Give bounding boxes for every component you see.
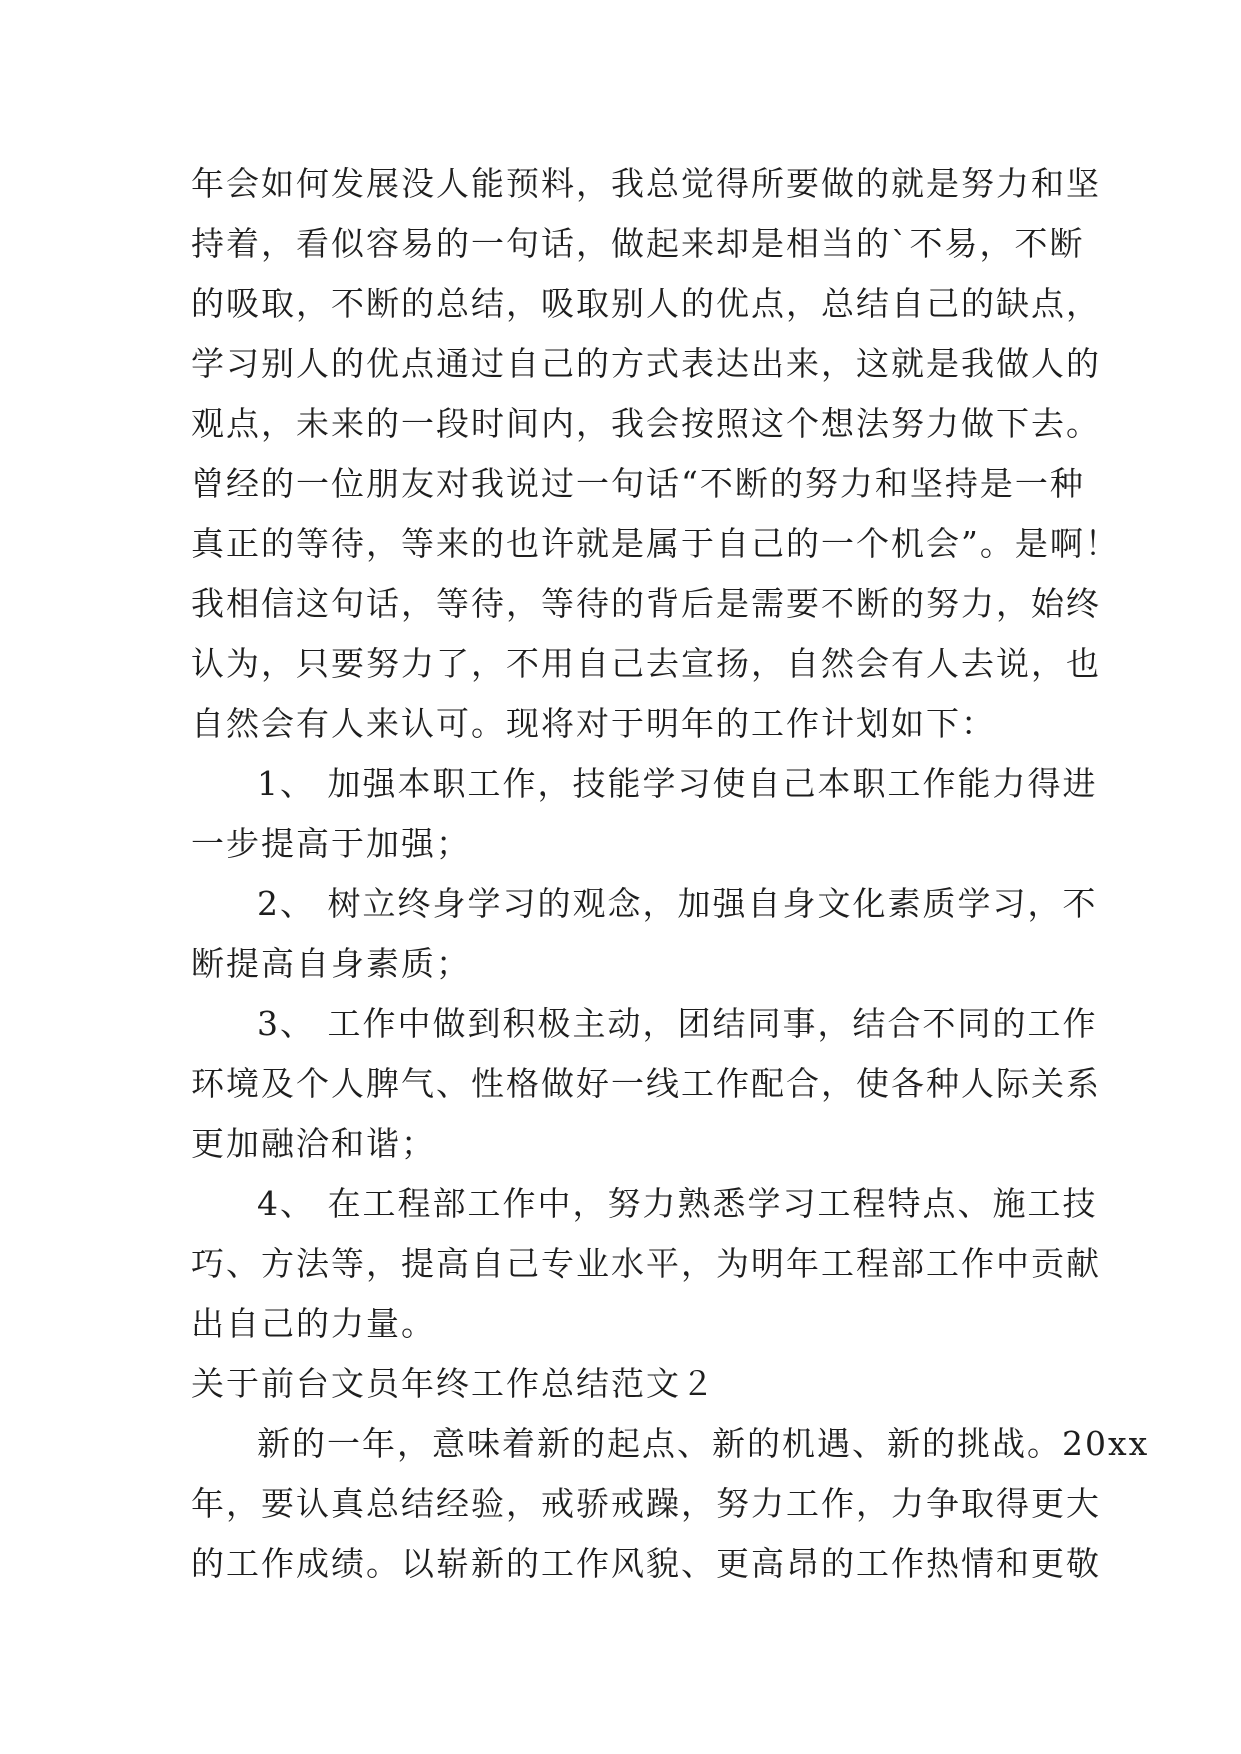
body-line: 持着，看似容易的一句话，做起来却是相当的`不易，不断 [191,224,1085,263]
document-body [191,154,1150,1594]
plan-item-4: 4、 在工程部工作中，努力熟悉学习工程特点、施工技 [257,1184,1098,1223]
body-line: 的吸取，不断的总结，吸取别人的优点，总结自己的缺点， [191,284,1101,323]
plan-item-2-continued: 断提高自身素质； [191,944,471,983]
plan-item-2: 2、 树立终身学习的观念，加强自身文化素质学习，不 [257,884,1098,923]
body-line: 我相信这句话，等待，等待的背后是需要不断的努力，始终 [191,584,1101,623]
plan-item-4-continued: 巧、方法等，提高自己专业水平，为明年工程部工作中贡献 [191,1244,1101,1283]
plan-item-4-continued: 出自己的力量。 [191,1304,436,1343]
body-line: 自然会有人来认可。现将对于明年的工作计划如下： [191,704,996,743]
plan-item-3-continued: 更加融洽和谐； [191,1124,436,1163]
body-line: 曾经的一位朋友对我说过一句话“不断的努力和坚持是一种 [191,464,1085,503]
plan-item-1-continued: 一步提高于加强； [191,824,471,863]
plan-item-1: 1、 加强本职工作，技能学习使自己本职工作能力得进 [257,764,1098,803]
body-line: 年会如何发展没人能预料，我总觉得所要做的就是努力和坚 [191,164,1101,203]
body-line: 学习别人的优点通过自己的方式表达出来，这就是我做人的 [191,344,1101,383]
body-line: 年，要认真总结经验，戒骄戒躁，努力工作，力争取得更大 [191,1484,1101,1523]
body-line: 认为，只要努力了，不用自己去宣扬，自然会有人去说，也 [191,644,1101,683]
plan-item-3-continued: 环境及个人脾气、性格做好一线工作配合，使各种人际关系 [191,1064,1101,1103]
body-line: 真正的等待，等来的也许就是属于自己的一个机会”。是啊！ [191,524,1120,563]
body-line: 新的一年，意味着新的起点、新的机遇、新的挑战。20xx [257,1424,1150,1463]
body-line: 观点，未来的一段时间内，我会按照这个想法努力做下去。 [191,404,1101,443]
body-line: 的工作成绩。以崭新的工作风貌、更高昂的工作热情和更敬 [191,1544,1101,1583]
section-heading: 关于前台文员年终工作总结范文２ [191,1364,716,1403]
plan-item-3: 3、 工作中做到积极主动，团结同事，结合不同的工作 [257,1004,1098,1043]
